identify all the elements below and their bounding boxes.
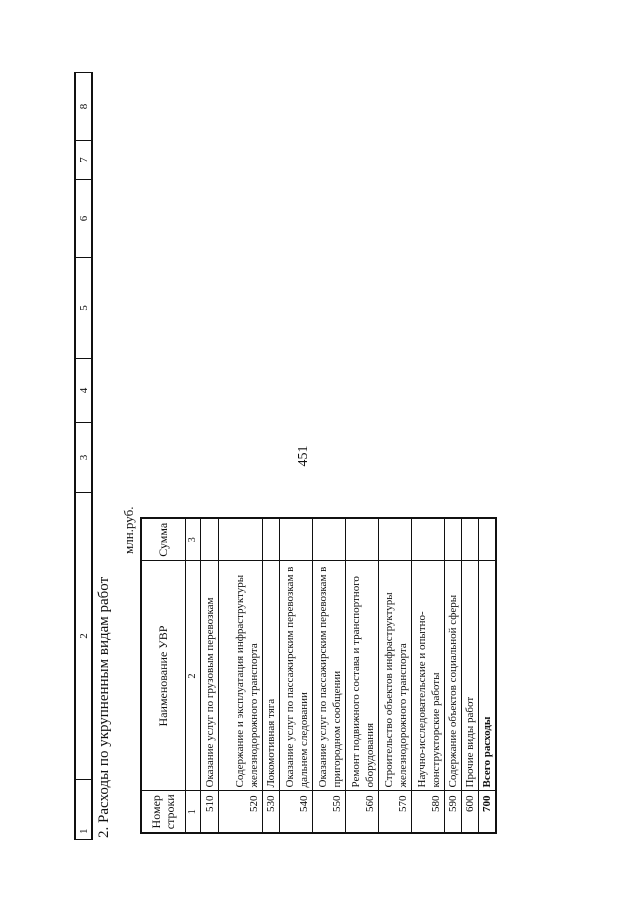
table-row-total — [478, 518, 496, 833]
column-number-cell: 2 — [75, 493, 92, 780]
table-header-row — [141, 518, 185, 833]
row-amount — [200, 518, 218, 561]
header-amount: Сумма — [141, 518, 185, 561]
table-row — [345, 518, 378, 833]
table-row — [411, 518, 444, 833]
row-code: 510 — [200, 791, 218, 833]
row-name: Оказание услуг по грузовым перевозкам — [200, 561, 218, 791]
row-amount — [461, 518, 478, 561]
row-name: Научно-исследовательские и опытно-конструкторские работы — [411, 561, 444, 791]
column-number-header-table — [74, 72, 93, 840]
row-name: Локомотивная тяга — [262, 561, 279, 791]
row-amount — [444, 518, 461, 561]
column-number-cell: 5 — [75, 258, 92, 359]
row-code: 540 — [279, 791, 312, 833]
row-name: Прочие виды работ — [461, 561, 478, 791]
row-amount — [312, 518, 345, 561]
row-name: Всего расходы — [478, 561, 496, 791]
table-row — [200, 518, 218, 833]
header-name: Наименование УВР — [141, 561, 185, 791]
row-code: 560 — [345, 791, 378, 833]
rotated-page-content — [74, 50, 493, 840]
header-number-row — [185, 518, 200, 833]
header-number-cell: 3 — [185, 518, 200, 561]
table-row — [378, 518, 411, 833]
row-code: 580 — [411, 791, 444, 833]
header-number-cell: 2 — [185, 561, 200, 791]
row-amount — [218, 518, 262, 561]
table-row — [444, 518, 461, 833]
header-line-number: Номер строки — [141, 791, 185, 833]
column-number-cell: 6 — [75, 180, 92, 258]
row-code: 570 — [378, 791, 411, 833]
column-number-cell: 1 — [75, 780, 92, 840]
table-row — [279, 518, 312, 833]
column-number-row — [75, 73, 92, 840]
table-row — [218, 518, 262, 833]
column-number-cell: 4 — [75, 359, 92, 423]
row-amount — [262, 518, 279, 561]
header-number-cell: 1 — [185, 791, 200, 833]
column-number-cell: 8 — [75, 73, 92, 141]
row-code: 600 — [461, 791, 478, 833]
row-amount — [411, 518, 444, 561]
column-number-cell: 7 — [75, 141, 92, 180]
row-code: 590 — [444, 791, 461, 833]
expense-table — [140, 517, 497, 834]
row-name: Строительство объектов инфраструктуры железнодорожного транспорта — [378, 561, 411, 791]
table-row — [461, 518, 478, 833]
row-name: Ремонт подвижного состава и транспортного оборудования — [345, 561, 378, 791]
table-row — [262, 518, 279, 833]
row-amount — [279, 518, 312, 561]
row-code: 530 — [262, 791, 279, 833]
table-row — [312, 518, 345, 833]
row-name: Оказание услуг по пассажирским перевозкам в дальнем следовании — [279, 561, 312, 791]
units-label: млн.руб. — [121, 506, 136, 554]
section-title: 2. Расходы по укрупненным видам работ — [96, 576, 112, 838]
page-number: 451 — [296, 445, 311, 467]
row-name: Оказание услуг по пассажирским перевозкам в пригородном сообщении — [312, 561, 345, 791]
row-amount — [478, 518, 496, 561]
row-name: Содержание и эксплуатация инфраструктуры железнодорожного транспорта — [218, 561, 262, 791]
row-amount — [378, 518, 411, 561]
row-code: 550 — [312, 791, 345, 833]
row-name: Содержание объектов социальной сферы — [444, 561, 461, 791]
column-number-cell: 3 — [75, 423, 92, 493]
row-code: 700 — [478, 791, 496, 833]
row-code: 520 — [218, 791, 262, 833]
row-amount — [345, 518, 378, 561]
